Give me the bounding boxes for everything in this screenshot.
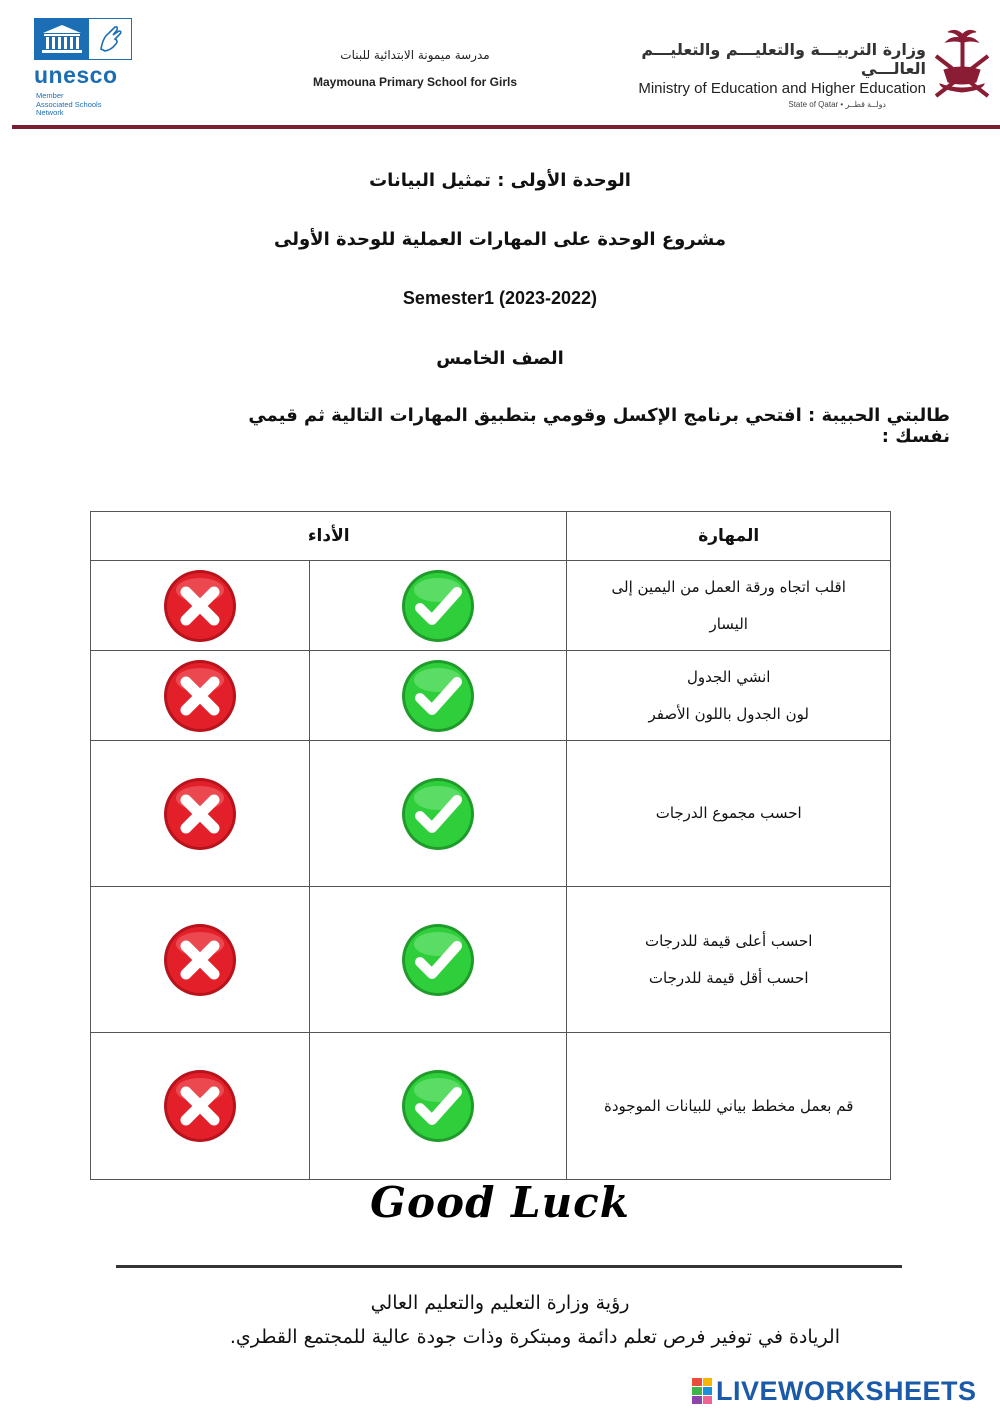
footer-divider bbox=[116, 1265, 902, 1268]
skill-text: لون الجدول باللون الأصفر bbox=[648, 704, 809, 723]
ministry-name-arabic: وزارة التربيـــة والتعليـــم والتعليـــم العالـــي bbox=[641, 40, 926, 78]
check-cell bbox=[309, 561, 567, 651]
instruction-text: طالبتي الحبيبة : افتحي برنامج الإكسل وقومي بتطبيق المهارات التالية ثم قيمي نفسك : bbox=[248, 405, 950, 447]
liveworksheets-wordmark: LIVEWORKSHEETS bbox=[716, 1375, 977, 1406]
cross-cell bbox=[91, 651, 310, 741]
vision-title: رؤية وزارة التعليم والتعليم العالي bbox=[370, 1292, 630, 1314]
table-row bbox=[91, 1033, 891, 1180]
table-row bbox=[91, 887, 891, 1033]
project-title: مشروع الوحدة على المهارات العملية للوحدة الأولى bbox=[274, 229, 726, 250]
unesco-logo bbox=[34, 18, 144, 124]
check-cell bbox=[309, 741, 567, 887]
ministry-name bbox=[628, 40, 926, 109]
skill-cell bbox=[567, 741, 891, 887]
skill-cell bbox=[567, 1033, 891, 1180]
unesco-sub-line: Network bbox=[36, 108, 64, 117]
unesco-sub-line: Member bbox=[36, 91, 64, 100]
table-row bbox=[91, 741, 891, 887]
header-divider bbox=[12, 125, 1000, 129]
skill-text: احسب أعلى قيمة للدرجات bbox=[644, 931, 813, 950]
skill-text: احسب مجموع الدرجات bbox=[655, 804, 802, 822]
skill-text: احسب أقل قيمة للدرجات bbox=[648, 968, 809, 987]
cross-icon[interactable] bbox=[162, 658, 238, 734]
skill-cell bbox=[567, 887, 891, 1033]
grade-label: الصف الخامس bbox=[436, 348, 564, 369]
performance-header: الأداء bbox=[91, 512, 567, 561]
cross-icon[interactable] bbox=[162, 776, 238, 852]
cross-cell bbox=[91, 887, 310, 1033]
vision-text: الريادة في توفير فرص تعلم دائمة ومبتكرة وذات جودة عالية للمجتمع القطري. bbox=[229, 1326, 840, 1348]
skill-text: اقلب اتجاه ورقة العمل من اليمين إلى bbox=[611, 577, 846, 596]
check-cell bbox=[309, 1033, 567, 1180]
check-icon[interactable] bbox=[400, 568, 476, 644]
cross-cell bbox=[91, 561, 310, 651]
hand-icon bbox=[89, 19, 131, 59]
check-icon[interactable] bbox=[400, 922, 476, 998]
temple-icon bbox=[35, 19, 89, 59]
ministry-state-label: State of Qatar • دولــة قطــر bbox=[788, 100, 886, 109]
table-header-row bbox=[91, 512, 891, 561]
cross-cell bbox=[91, 1033, 310, 1180]
qatar-emblem-icon bbox=[926, 26, 998, 104]
check-icon[interactable] bbox=[400, 658, 476, 734]
skill-text: اليسار bbox=[709, 614, 748, 633]
cross-icon[interactable] bbox=[162, 1068, 238, 1144]
check-icon[interactable] bbox=[400, 776, 476, 852]
check-cell bbox=[309, 887, 567, 1033]
unit-title: الوحدة الأولى : تمثيل البيانات bbox=[369, 170, 631, 191]
skill-cell bbox=[567, 651, 891, 741]
unesco-wordmark: unesco bbox=[34, 62, 118, 88]
unesco-emblem bbox=[34, 18, 132, 60]
skill-header: المهارة bbox=[567, 512, 891, 561]
good-luck-heading: Good Luck bbox=[370, 1178, 630, 1227]
skill-text: قم بعمل مخطط بياني للبيانات الموجودة bbox=[604, 1096, 854, 1115]
check-cell bbox=[309, 651, 567, 741]
semester-label: Semester1 (2023-2022) bbox=[402, 288, 598, 308]
check-icon[interactable] bbox=[400, 1068, 476, 1144]
cross-cell bbox=[91, 741, 310, 887]
unesco-sub-line: Associated Schools bbox=[36, 99, 102, 109]
table-row bbox=[91, 651, 891, 741]
cross-icon[interactable] bbox=[162, 568, 238, 644]
liveworksheets-icon bbox=[692, 1378, 712, 1404]
ministry-name-english: Ministry of Education and Higher Education bbox=[638, 80, 926, 97]
school-name-english: Maymouna Primary School for Girls bbox=[312, 75, 518, 89]
school-name-arabic: مدرسة ميمونة الابتدائية للبنات bbox=[340, 48, 490, 62]
table-row bbox=[91, 561, 891, 651]
skill-text: انشي الجدول bbox=[686, 667, 771, 686]
skill-cell bbox=[567, 561, 891, 651]
cross-icon[interactable] bbox=[162, 922, 238, 998]
skills-table bbox=[90, 511, 891, 1180]
liveworksheets-logo bbox=[692, 1374, 992, 1408]
unesco-network-label bbox=[36, 92, 136, 118]
page-header bbox=[0, 0, 1000, 130]
